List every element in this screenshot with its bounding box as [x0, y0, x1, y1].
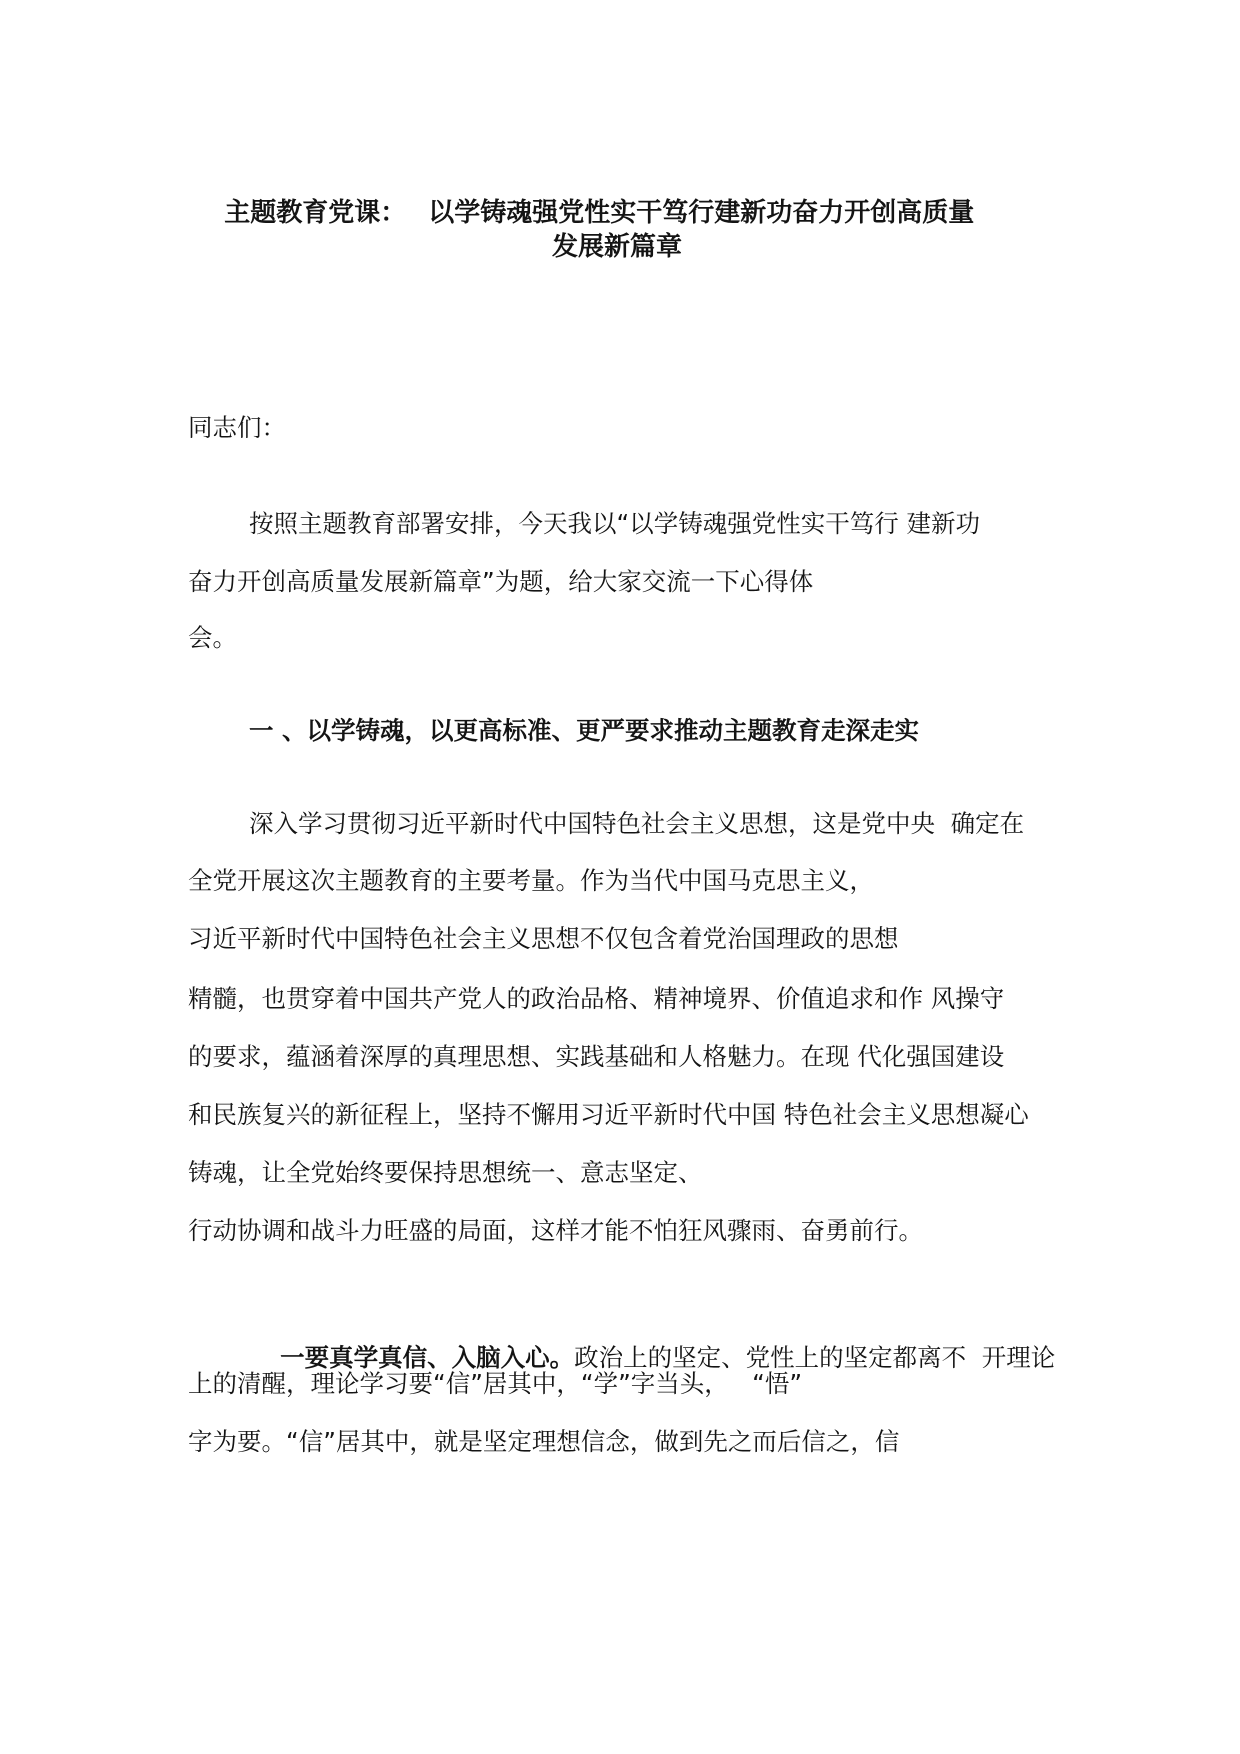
- section-heading-1: 一 、以学铸魂，以更高标准、更严要求推动主题教育走深走实: [249, 716, 920, 745]
- point1-lead: 一要真学真信、入脑入心。: [280, 1343, 575, 1372]
- point1-line-1-rest: 政治上的坚定、党性上的坚定都离不 开理论: [574, 1343, 1056, 1372]
- title-main: 以学铸魂强党性实干笃行建新功奋力开创高质量: [428, 198, 975, 228]
- intro-line-1: 按照主题教育部署安排，今天我以“以学铸魂强党性实干笃行 建新功: [249, 509, 980, 538]
- section1-para-line-6: 和民族复兴的新征程上，坚持不懈用习近平新时代中国 特色社会主义思想凝心: [188, 1100, 1029, 1129]
- intro-line-2: 奋力开创高质量发展新篇章”为题，给大家交流一下心得体: [188, 567, 814, 596]
- point1-line-3: 字为要。“信”居其中，就是坚定理想信念，做到先之而后信之，信: [188, 1427, 900, 1456]
- document-title-line-2: 发展新篇章: [552, 232, 683, 262]
- point1-line-2: 上的清醒，理论学习要“信”居其中，“学”字当头， “悟”: [188, 1369, 803, 1398]
- title-prefix: 主题教育党课：: [224, 198, 407, 228]
- section1-para-line-5: 的要求，蕴涵着深厚的真理思想、实践基础和人格魅力。在现 代化强国建设: [188, 1042, 1005, 1071]
- section1-para-line-3: 习近平新时代中国特色社会主义思想不仅包含着党治国理政的思想: [188, 924, 899, 953]
- section1-para-line-7: 铸魂，让全党始终要保持思想统一、意志坚定、: [188, 1158, 703, 1187]
- intro-line-3: 会。: [188, 623, 237, 652]
- section1-para-line-2: 全党开展这次主题教育的主要考量。作为当代中国马克思主义，: [188, 866, 874, 895]
- section1-para-line-8: 行动协调和战斗力旺盛的局面，这样才能不怕狂风骤雨、奋勇前行。: [188, 1216, 923, 1245]
- section1-para-line-4: 精髓，也贯穿着中国共产党人的政治品格、精神境界、价值追求和作 风操守: [188, 984, 1005, 1013]
- section1-para-line-1: 深入学习贯彻习近平新时代中国特色社会主义思想，这是党中央 确定在: [249, 809, 1025, 838]
- salutation: 同志们：: [188, 413, 286, 442]
